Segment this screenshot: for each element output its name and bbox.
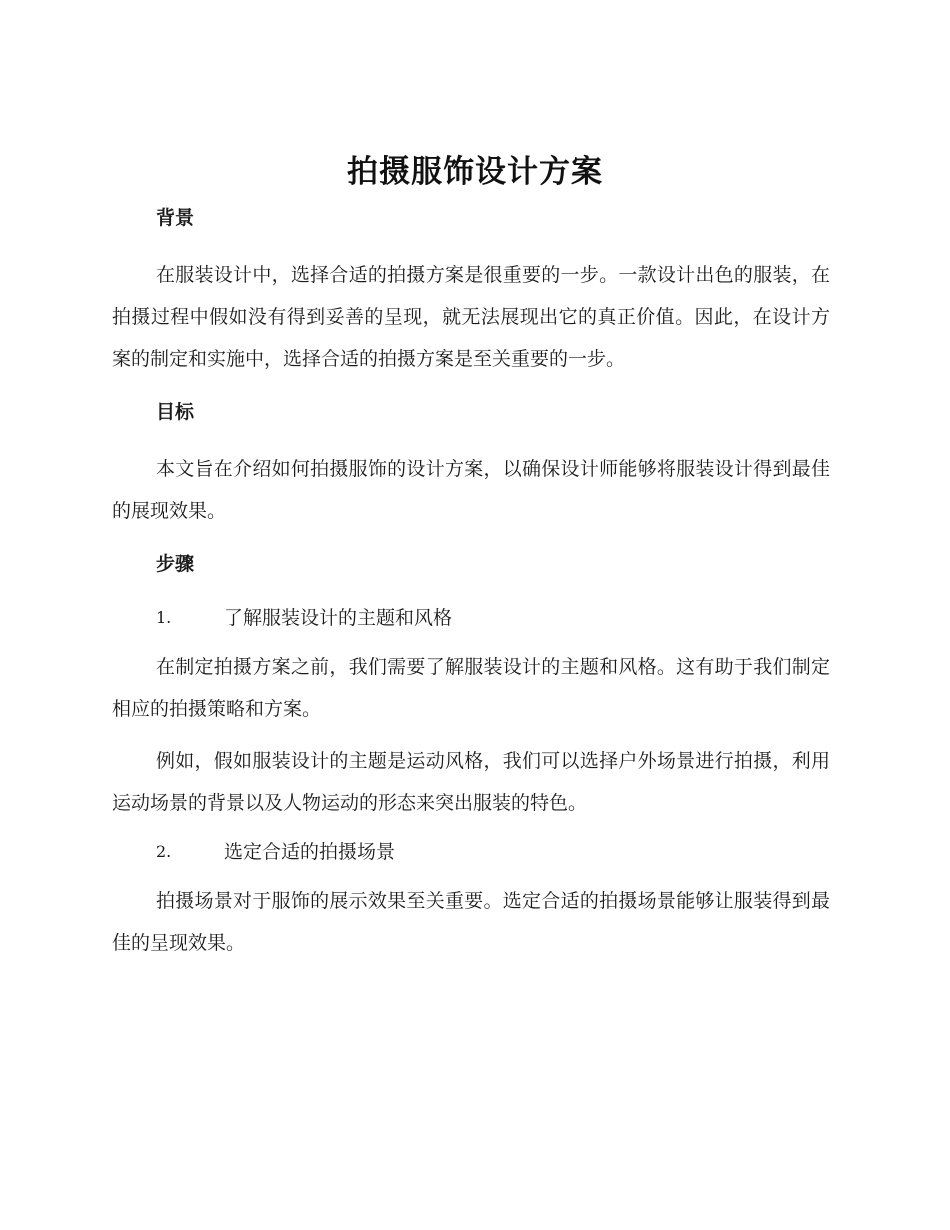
step-number: 1. [156, 608, 172, 627]
section-heading-background: 背景 [156, 207, 195, 229]
step-title: 选定合适的拍摄场景 [224, 841, 396, 863]
goal-paragraph: 本文旨在介绍如何拍摄服饰的设计方案，以确保设计师能够将服装设计得到最佳的展现效果。 [112, 458, 830, 522]
section-heading-steps: 步骤 [156, 553, 195, 575]
document-title: 拍摄服饰设计方案 [347, 154, 603, 190]
document-body [112, 204, 830, 964]
background-paragraph: 在服装设计中，选择合适的拍摄方案是很重要的一步。一款设计出色的服装，在拍摄过程中假如没有得到妥善的呈现，就无法展现出它的真正价值。因此，在设计方案的制定和实施中，选择合适的拍摄方案是至关重要的一步。 [112, 264, 830, 370]
step-1-paragraph-2: 例如，假如服装设计的主题是运动风格，我们可以选择户外场景进行拍摄，利用运动场景的背景以及人物运动的形态来突出服装的特色。 [112, 750, 830, 814]
step-1-paragraph-1: 在制定拍摄方案之前，我们需要了解服装设计的主题和风格。这有助于我们制定相应的拍摄策略和方案。 [112, 656, 830, 720]
section-heading-goal: 目标 [156, 401, 195, 423]
step-number: 2. [156, 842, 172, 861]
step-item-2 [112, 838, 830, 866]
step-title: 了解服装设计的主题和风格 [224, 607, 453, 629]
step-item-1 [112, 604, 830, 632]
step-2-paragraph-1: 拍摄场景对于服饰的展示效果至关重要。选定合适的拍摄场景能够让服装得到最佳的呈现效果。 [112, 890, 830, 954]
